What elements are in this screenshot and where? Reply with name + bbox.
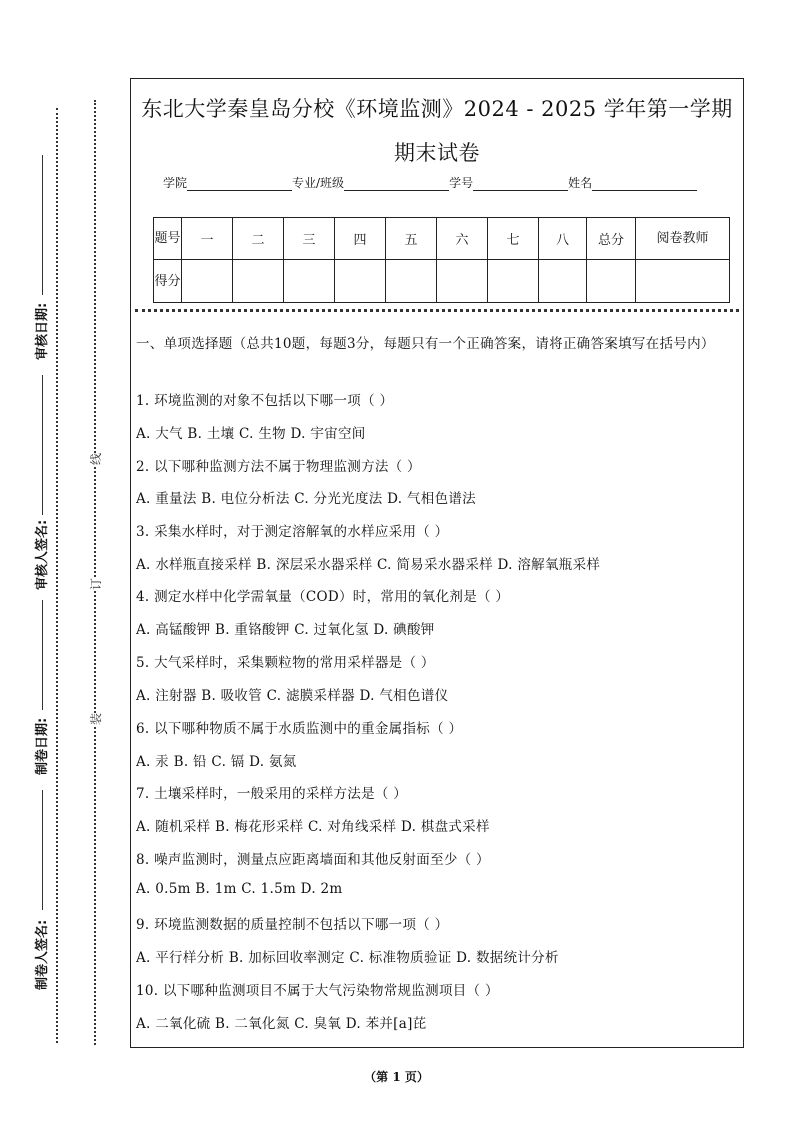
maker-sign-blank: [42, 790, 43, 910]
answer-options: A. 二氧化硫 B. 二氧化氮 C. 臭氧 D. 苯并[a]芘: [136, 1016, 427, 1032]
answer-options: A. 水样瓶直接采样 B. 深层采水器采样 C. 简易采水器采样 D. 溶解氧瓶采样: [136, 557, 601, 573]
make-date-blank: [42, 600, 43, 710]
header-cell: 八: [539, 218, 587, 260]
score-cell[interactable]: [437, 260, 488, 303]
name-label: 姓名: [568, 176, 593, 190]
make-date-label: 制卷日期:: [35, 717, 50, 775]
answer-options: A. 重量法 B. 电位分析法 C. 分光光度法 D. 气相色谱法: [136, 491, 476, 507]
header-cell: 总分: [587, 218, 636, 260]
review-date-label: 审核日期:: [35, 302, 50, 360]
header-cell: 阅卷教师: [636, 218, 730, 260]
row1-label: 题号: [154, 218, 182, 260]
student-id-blank[interactable]: [473, 177, 568, 191]
answer-options: A. 平行样分析 B. 加标回收率测定 C. 标准物质验证 D. 数据统计分析: [136, 950, 559, 966]
major-class-blank[interactable]: [344, 177, 449, 191]
question: 1. 环境监测的对象不包括以下哪一项（ ）: [136, 393, 394, 409]
question: 3. 采集水样时，对于测定溶解氧的水样应采用（ ）: [136, 524, 449, 540]
dotted-separator: [135, 309, 739, 312]
answer-options: A. 大气 B. 土壤 C. 生物 D. 宇宙空间: [136, 426, 366, 442]
question: 2. 以下哪种监测方法不属于物理监测方法（ ）: [136, 459, 421, 475]
answer-options: A. 汞 B. 铅 C. 镉 D. 氨氮: [136, 754, 297, 770]
section1-heading: 一、单项选择题（总共10题，每题3分，每题只有一个正确答案，请将正确答案填写在括号内）: [136, 336, 715, 352]
score-cell[interactable]: [488, 260, 539, 303]
score-cell[interactable]: [587, 260, 636, 303]
score-table: [153, 217, 730, 303]
score-cell[interactable]: [539, 260, 587, 303]
header-cell: 三: [284, 218, 335, 260]
binding-mark-staple: 订: [89, 577, 103, 590]
major-class-label: 专业/班级: [292, 176, 345, 190]
score-cell[interactable]: [233, 260, 284, 303]
header-cell: 七: [488, 218, 539, 260]
binding-mark-bind: 装: [89, 712, 103, 725]
reviewer-sign-blank: [42, 375, 43, 515]
college-blank[interactable]: [187, 177, 292, 191]
page-number: （第 1 页）: [364, 1070, 429, 1084]
question: 7. 土壤采样时，一般采用的采样方法是（ ）: [136, 786, 408, 802]
score-cell[interactable]: [335, 260, 386, 303]
binding-dotted-line: [94, 100, 96, 1045]
answer-options: A. 高锰酸钾 B. 重铬酸钾 C. 过氧化氢 D. 碘酸钾: [136, 622, 435, 638]
header-cell: 一: [182, 218, 233, 260]
score-cell[interactable]: [182, 260, 233, 303]
row2-label: 得分: [154, 260, 182, 303]
maker-sign-label: 制卷人签名:: [35, 919, 50, 990]
reviewer-sign-label: 审核人签名:: [35, 519, 50, 590]
student-id-label: 学号: [449, 176, 474, 190]
score-cell[interactable]: [636, 260, 730, 303]
answer-options: A. 注射器 B. 吸收管 C. 滤膜采样器 D. 气相色谱仪: [136, 688, 449, 704]
name-blank[interactable]: [592, 177, 697, 191]
question: 9. 环境监测数据的质量控制不包括以下哪一项（ ）: [136, 917, 449, 933]
header-cell: 六: [437, 218, 488, 260]
question: 4. 测定水样中化学需氧量（COD）时，常用的氧化剂是（ ）: [136, 589, 510, 605]
student-info-line: [163, 174, 697, 191]
header-cell: 四: [335, 218, 386, 260]
answer-options: A. 0.5m B. 1m C. 1.5m D. 2m: [136, 881, 343, 897]
college-label: 学院: [163, 176, 188, 190]
review-date-blank: [42, 155, 43, 295]
binding-mark-line: 线: [89, 452, 103, 465]
header-cell: 二: [233, 218, 284, 260]
header-cell: 五: [386, 218, 437, 260]
question: 10. 以下哪种监测项目不属于大气污染物常规监测项目（ ）: [136, 983, 499, 999]
answer-options: A. 随机采样 B. 梅花形采样 C. 对角线采样 D. 棋盘式采样: [136, 819, 490, 835]
score-cell[interactable]: [386, 260, 437, 303]
exam-frame: [130, 78, 744, 1048]
question: 6. 以下哪种物质不属于水质监测中的重金属指标（ ）: [136, 721, 463, 737]
left-dotted-line: [56, 108, 58, 1043]
exam-title: 东北大学秦皇岛分校《环境监测》2024 - 2025 学年第一学期期末试卷: [141, 97, 733, 165]
question: 5. 大气采样时，采集颗粒物的常用采样器是（ ）: [136, 655, 435, 671]
question: 8. 噪声监测时，测量点应距离墙面和其他反射面至少（ ）: [136, 852, 490, 868]
score-cell[interactable]: [284, 260, 335, 303]
